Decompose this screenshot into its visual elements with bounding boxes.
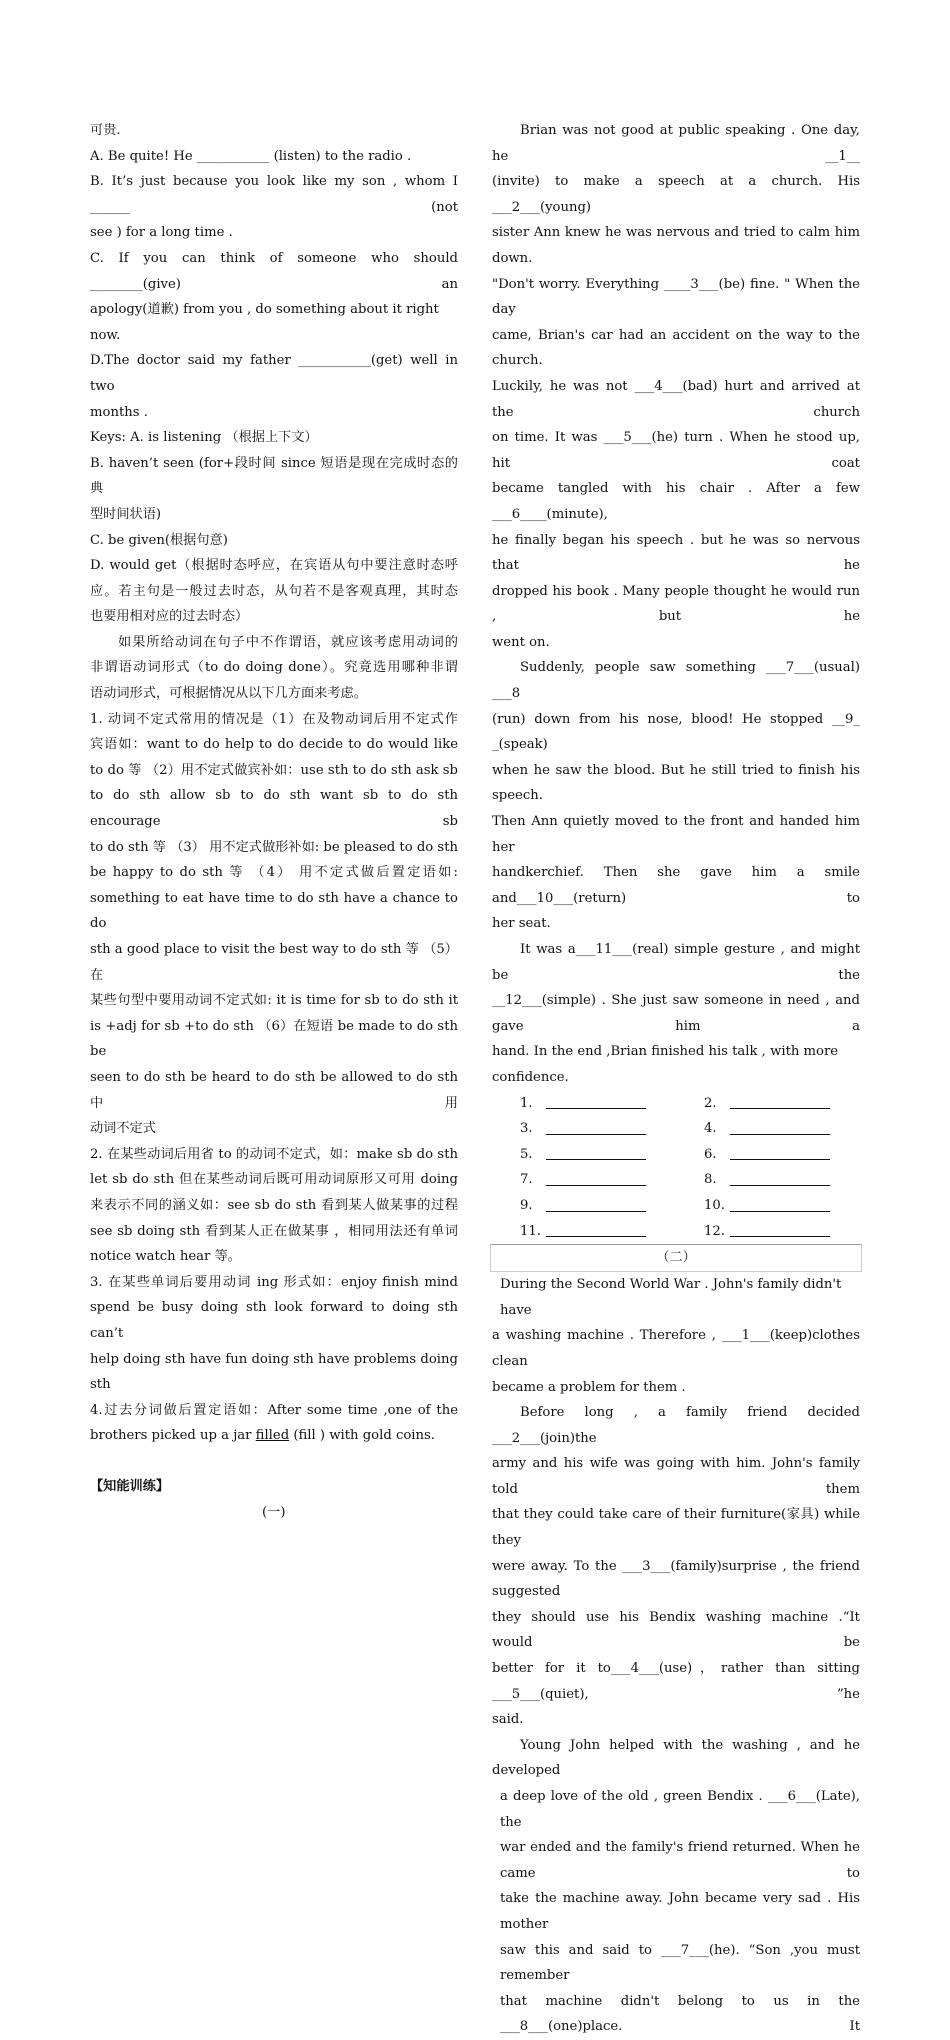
answer-blank[interactable]	[730, 1107, 830, 1109]
answer-item	[492, 1167, 676, 1193]
answer-number: 5.	[520, 1146, 533, 1162]
answer-number: 6.	[704, 1146, 717, 1162]
answer-blank[interactable]	[730, 1133, 830, 1135]
left-line-17: 语动词形式，可根据情况从以下几方面来考虑。	[90, 686, 367, 702]
right2-line-14: saw this and said to ___7___(he). “Son ,you must remember	[500, 1942, 860, 1984]
answer-number: 7.	[520, 1172, 533, 1188]
left-line-36: spend be busy doing sth look forward to doing sth can’t	[90, 1300, 458, 1341]
answer-number: 2.	[704, 1095, 717, 1111]
left-line-6: D.The doctor said my father ___________(get) well in two	[90, 353, 458, 394]
left-line-33: see sb doing sth 看到某人正在做某事 ，相同用法还有单词	[90, 1223, 458, 1239]
right2-line-8: better for it to___4___(use)，rather than sitting ___5___(quiet), ”he	[492, 1661, 860, 1702]
answer-number: 9.	[520, 1197, 533, 1213]
left-line-8: Keys: A. is listening （根据上下文）	[90, 430, 318, 446]
left-line-27: is +adj for sb +to do sth （6）在短语 be made to do sth be	[90, 1018, 458, 1060]
answer-item	[676, 1116, 860, 1142]
left-line-38: 4.过去分词做后置定语如：After some time ,one of the	[90, 1402, 458, 1418]
example-underlined-word: filled	[255, 1428, 290, 1444]
right2-line-15: that machine didn't belong to us in the ___8___(one)place. It	[500, 1993, 860, 2035]
example-text-after: (fill ) with gold coins.	[289, 1428, 435, 1444]
left-line-19: 宾语如：want to do help to do decide to do would like	[90, 737, 458, 753]
left-line-11: C. be given(根据句意)	[90, 532, 228, 548]
answer-grid	[492, 1091, 860, 1245]
answer-number: 4.	[704, 1121, 717, 1137]
section-subtitle: (一)	[262, 1505, 286, 1521]
answer-blank[interactable]	[730, 1158, 830, 1160]
example-text-before: brothers picked up a jar	[90, 1428, 256, 1444]
answer-item	[676, 1142, 860, 1168]
left-column	[90, 118, 458, 1526]
answer-number: 3.	[520, 1121, 533, 1137]
left-line-2: B. It’s just because you look like my son , whom I ______ (not	[90, 174, 458, 215]
left-line-16: 非谓语动词形式（to do doing done）。究竟选用哪种非谓	[90, 660, 458, 676]
right-line-0: Brian was not good at public speaking . One day, he __1__	[492, 123, 860, 164]
right-line-12: (run) down from his nose, blood! He stopped __9_ _(speak)	[492, 711, 860, 753]
left-example-line	[90, 1423, 458, 1449]
answer-item	[676, 1193, 860, 1219]
section-title: 【知能训练】	[90, 1479, 170, 1495]
left-line-35: 3. 在某些单词后要用动词 ing 形式如：enjoy finish mind	[90, 1274, 458, 1290]
answer-item	[676, 1167, 860, 1193]
left-line-18: 1. 动词不定式常用的情况是（1）在及物动词后用不定式作	[90, 711, 458, 727]
right-line-5: Luckily, he was not ___4___(bad) hurt and arrived at the church	[492, 378, 860, 420]
answer-item	[676, 1091, 860, 1117]
left-line-14: 也要用相对应的过去时态）	[90, 609, 249, 625]
answer-blank[interactable]	[546, 1210, 646, 1212]
left-line-34: notice watch hear 等。	[90, 1249, 241, 1265]
right-line-4: came, Brian's car had an accident on the way to the church.	[492, 327, 860, 369]
answer-item	[676, 1219, 860, 1245]
right-line-16: her seat.	[492, 916, 551, 932]
answer-item	[492, 1142, 676, 1168]
answer-blank[interactable]	[546, 1184, 646, 1186]
right2-line-13: take the machine away. John became very sad . His mother	[500, 1891, 860, 1932]
right-line-7: became tangled with his chair . After a few ___6____(minute),	[492, 481, 860, 522]
answer-blank[interactable]	[730, 1210, 830, 1212]
right-line-10: went on.	[492, 634, 550, 650]
right2-line-5: that they could take care of their furniture(家具) while they	[492, 1507, 860, 1549]
left-line-9: B. haven’t seen (for+段时间 since 短语是现在完成时态的典	[90, 455, 458, 497]
answer-blank[interactable]	[546, 1107, 646, 1109]
right2-line-0: During the Second World War . John's family didn't have	[500, 1277, 842, 1318]
left-line-7: months .	[90, 404, 148, 420]
answer-number: 11.	[520, 1223, 541, 1239]
right-line-18: __12___(simple) . She just saw someone in need , and gave him a	[492, 993, 860, 1034]
right-line-19: hand. In the end ,Brian finished his talk , with more confidence.	[492, 1044, 839, 1085]
answer-item	[492, 1091, 676, 1117]
spacer	[90, 1449, 458, 1475]
left-line-12: D. would get（根据时态呼应，在宾语从句中要注意时态呼	[90, 558, 458, 574]
right-line-13: when he saw the blood. But he still tried to finish his speech.	[492, 762, 860, 804]
left-line-30: 2. 在某些动词后用省 to 的动词不定式，如：make sb do sth	[90, 1146, 458, 1162]
left-line-1: A. Be quite! He ___________ (listen) to the radio .	[90, 148, 412, 164]
left-line-25: sth a good place to visit the best way to do sth 等 （5）在	[90, 942, 458, 983]
left-line-22: to do sth 等 （3） 用不定式做形补如: be pleased to do sth	[90, 839, 458, 855]
answer-blank[interactable]	[546, 1235, 646, 1237]
right-line-15: handkerchief. Then she gave him a smile and___10___(return) to	[492, 865, 860, 906]
answer-item	[492, 1116, 676, 1142]
left-line-23: be happy to do sth 等 （4） 用不定式做后置定语如:	[90, 865, 458, 881]
right2-line-7: they should use his Bendix washing machine .“It would be	[492, 1609, 860, 1651]
left-line-37: help doing sth have fun doing sth have problems doing sth	[90, 1351, 458, 1393]
section-two-header: （二）	[490, 1244, 862, 1272]
answer-item	[492, 1193, 676, 1219]
left-line-0: 可贵.	[90, 123, 121, 138]
right2-line-10: Young John helped with the washing , and he developed	[492, 1737, 860, 1779]
right2-line-4: army and his wife was going with him. John's family told them	[492, 1456, 860, 1497]
answer-number: 1.	[520, 1095, 533, 1111]
left-line-4: C. If you can think of someone who should ________(give) an	[90, 250, 458, 292]
left-line-5: apology(道歉) from you , do something about it right now.	[90, 302, 439, 343]
left-line-31: let sb do sth 但在某些动词后既可用动词原形又可用 doing	[90, 1172, 458, 1188]
answer-blank[interactable]	[546, 1158, 646, 1160]
answer-item	[492, 1219, 676, 1245]
right-column	[492, 118, 860, 2040]
right-line-14: Then Ann quietly moved to the front and handed him her	[492, 814, 860, 855]
right-line-1: (invite) to make a speech at a church. His ___2___(young)	[492, 174, 860, 215]
left-line-13: 应。若主句是一般过去时态，从句若不是客观真理，其时态	[90, 583, 458, 599]
right2-line-12: war ended and the family's friend returned. When he came to	[500, 1840, 860, 1881]
left-line-24: something to eat have time to do sth have a chance to do	[90, 890, 458, 932]
right-line-3: "Don't worry. Everything ____3___(be) fine. " When the day	[492, 276, 860, 318]
right-line-2: sister Ann knew he was nervous and tried to calm him down.	[492, 225, 860, 266]
answer-blank[interactable]	[546, 1133, 646, 1135]
right2-line-2: became a problem for them .	[492, 1379, 686, 1395]
left-line-29: 动词不定式	[90, 1121, 156, 1137]
right-line-6: on time. It was ___5___(he) turn . When he stood up, hit coat	[492, 430, 860, 471]
left-line-26: 某些句型中要用动词不定式如: it is time for sb to do sth it	[90, 993, 458, 1009]
answer-number: 12.	[704, 1223, 725, 1239]
right2-line-11: a deep love of the old , green Bendix . ___6___(Late), the	[500, 1789, 860, 1830]
left-line-10: 型时间状语)	[90, 506, 162, 522]
answer-blank[interactable]	[730, 1235, 830, 1237]
right-line-8: he finally began his speech . but he was so nervous that he	[492, 532, 860, 574]
left-line-15: 如果所给动词在句子中不作谓语，就应该考虑用动词的	[118, 634, 458, 650]
right-line-9: dropped his book . Many people thought he would run , but he	[492, 583, 860, 625]
right2-line-1: a washing machine . Therefore , ___1___(keep)clothes clean	[492, 1328, 860, 1369]
answer-number: 8.	[704, 1172, 717, 1188]
right2-line-3: Before long , a family friend decided ___2___(join)the	[492, 1405, 860, 1446]
left-line-3: see ) for a long time .	[90, 225, 233, 241]
left-line-21: to do sth allow sb to do sth want sb to do sth encourage sb	[90, 788, 458, 830]
left-line-32: 来表示不同的涵义如：see sb do sth 看到某人做某事的过程	[90, 1197, 458, 1213]
answer-number: 10.	[704, 1197, 725, 1213]
right-line-17: It was a___11___(real) simple gesture , and might be the	[492, 942, 860, 983]
right2-line-9: said.	[492, 1712, 524, 1728]
answer-blank[interactable]	[730, 1184, 830, 1186]
right2-line-6: were away. To the ___3___(family)surprise , the friend suggested	[492, 1558, 860, 1600]
right-line-11: Suddenly, people saw something ___7___(usual) ___8	[492, 660, 860, 702]
left-line-20: to do 等 （2）用不定式做宾补如：use sth to do sth ask sb	[90, 762, 458, 778]
left-line-28: seen to do sth be heard to do sth be allowed to do sth 中用	[90, 1069, 458, 1111]
